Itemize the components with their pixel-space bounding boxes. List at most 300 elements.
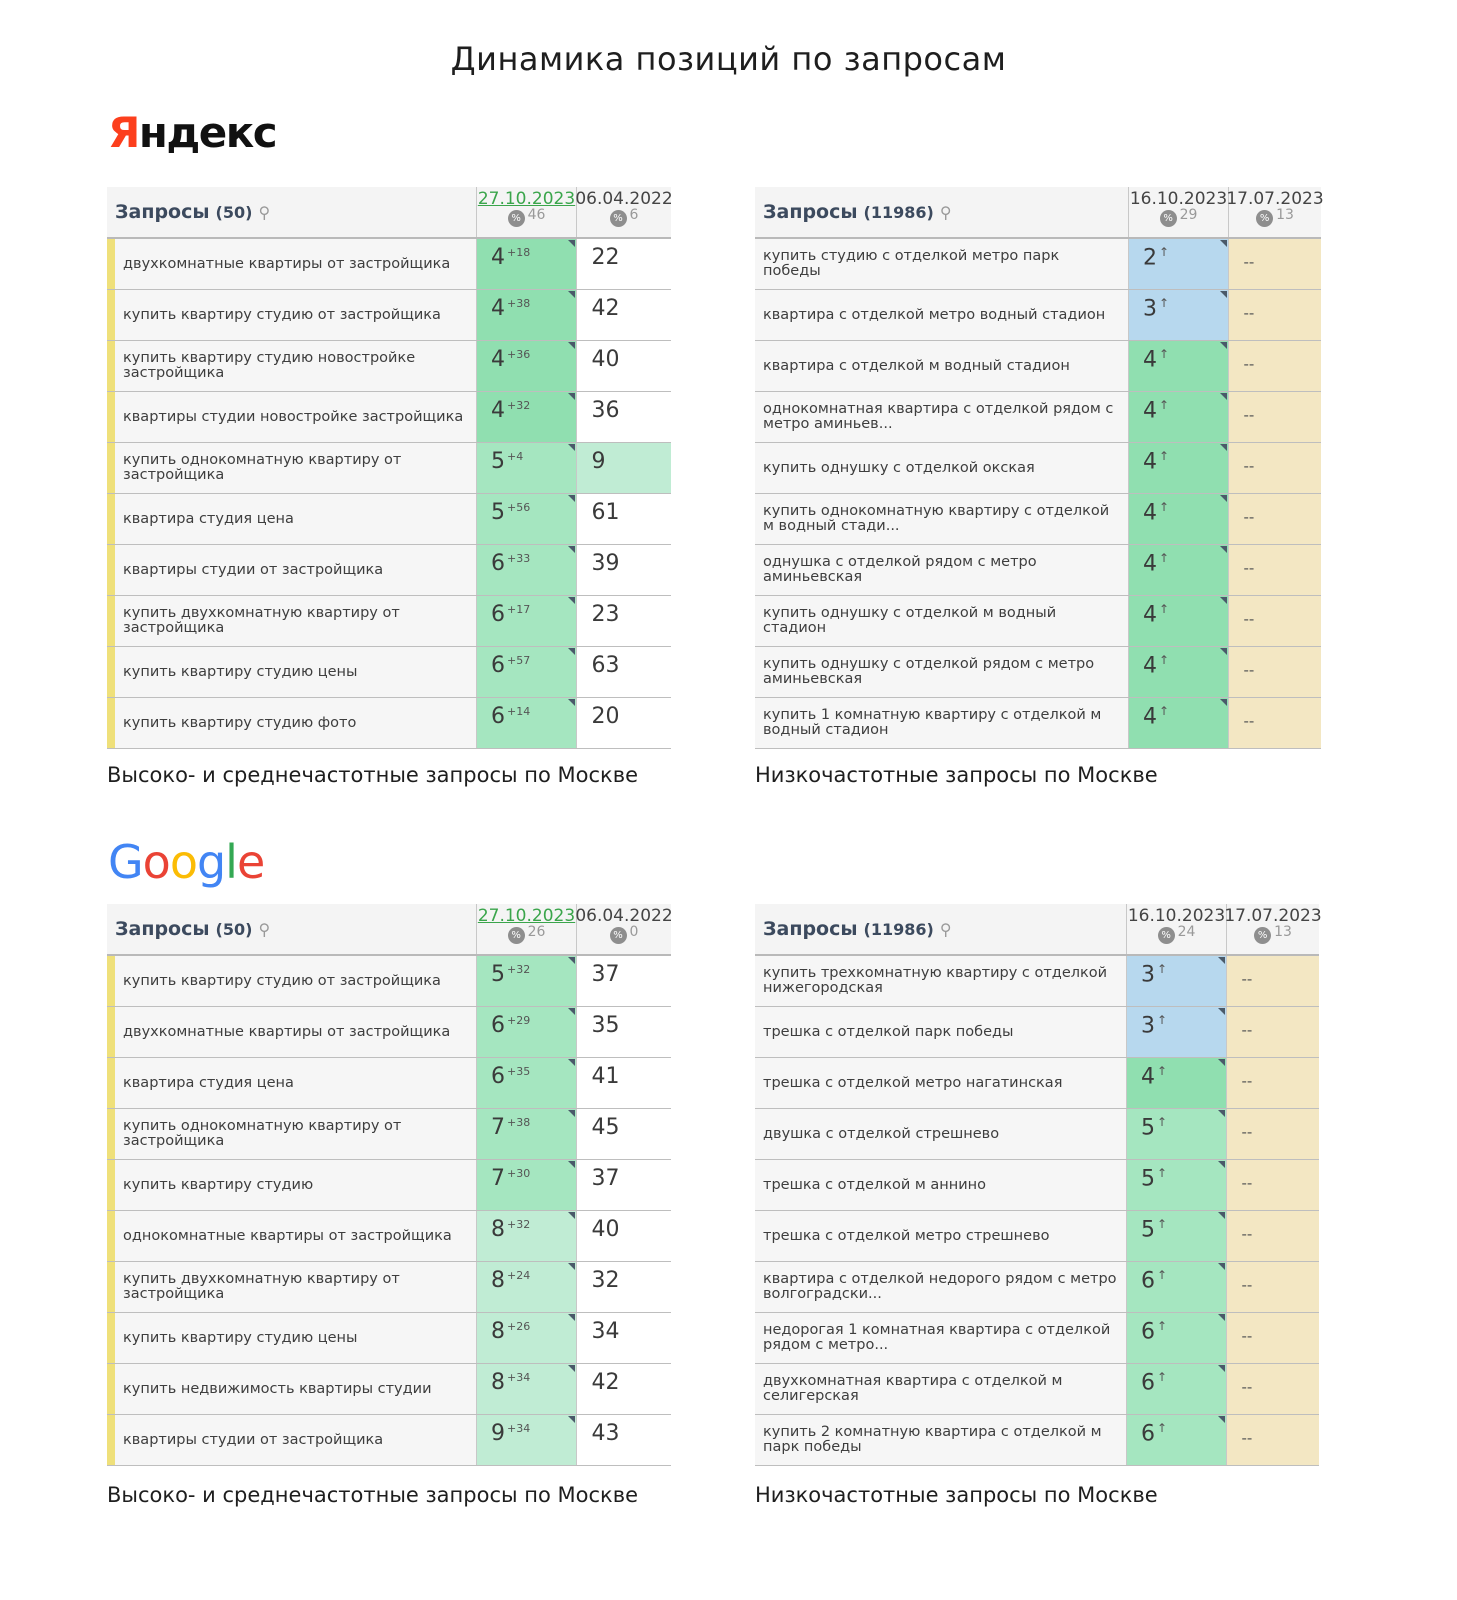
- query-cell[interactable]: квартира студия цена: [107, 494, 477, 544]
- position-cell[interactable]: [1129, 698, 1229, 748]
- position-cell[interactable]: [1127, 1415, 1227, 1465]
- position-cell[interactable]: [477, 1262, 577, 1312]
- previous-position-cell: [577, 545, 671, 595]
- previous-position-value: 41: [591, 1064, 620, 1089]
- previous-position-value: 35: [591, 1013, 620, 1038]
- visibility-stat: [1254, 923, 1292, 944]
- position-delta: +34: [507, 1370, 531, 1384]
- position-cell[interactable]: [477, 647, 577, 697]
- position-number: 4: [491, 245, 505, 270]
- visibility-value: 13: [1274, 923, 1292, 940]
- query-cell[interactable]: купить квартиру студию фото: [107, 698, 477, 748]
- corner-marker-icon: [568, 648, 575, 655]
- date-label[interactable]: 27.10.2023: [477, 189, 576, 209]
- table-row: [107, 341, 671, 392]
- query-cell[interactable]: трешка с отделкой метро стрешнево: [755, 1211, 1127, 1261]
- up-arrow-icon: ↑: [1159, 347, 1170, 361]
- position-cell[interactable]: [477, 1313, 577, 1363]
- previous-position-cell: [577, 596, 671, 646]
- up-arrow-icon: ↑: [1159, 653, 1170, 667]
- table-row: [755, 698, 1321, 749]
- position-number: 2: [1143, 245, 1157, 271]
- query-cell[interactable]: купить квартиру студию от застройщика: [107, 290, 477, 340]
- query-cell[interactable]: однокомнатные квартиры от застройщика: [107, 1211, 477, 1261]
- up-arrow-icon: ↑: [1157, 1013, 1168, 1027]
- position-number: 6: [491, 704, 505, 729]
- previous-position-value: --: [1243, 355, 1255, 373]
- position-delta: +18: [507, 245, 531, 259]
- corner-marker-icon: [1220, 291, 1227, 298]
- previous-position-value: --: [1243, 559, 1255, 577]
- previous-position-value: --: [1241, 1429, 1253, 1447]
- table-row: [755, 392, 1321, 443]
- position-cell[interactable]: [477, 1109, 577, 1159]
- query-cell[interactable]: трешка с отделкой м аннино: [755, 1160, 1127, 1210]
- corner-marker-icon: [1220, 597, 1227, 604]
- previous-position-value: --: [1241, 1378, 1253, 1396]
- position-number: 5: [491, 449, 505, 474]
- position-cell[interactable]: [1127, 956, 1227, 1006]
- position-value: [491, 602, 530, 627]
- search-icon[interactable]: ⚲: [939, 919, 952, 939]
- queries-label: Запросы: [763, 201, 858, 223]
- yandex-left-table: [107, 187, 671, 749]
- previous-position-cell: [1227, 1211, 1319, 1261]
- position-delta: +57: [507, 653, 531, 667]
- up-arrow-icon: ↑: [1157, 1268, 1168, 1282]
- query-cell[interactable]: купить квартиру студию цены: [107, 1313, 477, 1363]
- position-cell[interactable]: [477, 1415, 577, 1465]
- position-number: 3: [1141, 962, 1155, 988]
- corner-marker-icon: [568, 546, 575, 553]
- position-cell[interactable]: [477, 698, 577, 748]
- queries-count: (11986): [863, 202, 934, 222]
- date-label: 16.10.2023: [1129, 189, 1228, 209]
- corner-marker-icon: [568, 1263, 575, 1270]
- position-cell[interactable]: [1127, 1160, 1227, 1210]
- position-number: 5: [1141, 1115, 1155, 1141]
- table-row: [755, 494, 1321, 545]
- position-cell[interactable]: [477, 1364, 577, 1414]
- table-row: [107, 392, 671, 443]
- query-cell[interactable]: купить недвижимость квартиры студии: [107, 1364, 477, 1414]
- position-value: [1141, 1064, 1167, 1089]
- date-column-header-2[interactable]: [1224, 904, 1322, 954]
- percent-icon: %: [1160, 210, 1177, 227]
- position-delta: +4: [507, 449, 524, 463]
- previous-position-cell: [577, 1313, 671, 1363]
- position-cell[interactable]: [1129, 596, 1229, 646]
- position-number: 4: [1143, 500, 1157, 526]
- position-cell[interactable]: [477, 956, 577, 1006]
- position-value: [491, 653, 530, 678]
- previous-position-value: --: [1243, 304, 1255, 322]
- queries-count: (50): [215, 202, 253, 222]
- position-value: [491, 296, 530, 321]
- table-row: [755, 1109, 1319, 1160]
- position-cell[interactable]: [1127, 1007, 1227, 1057]
- previous-position-cell: [1229, 392, 1321, 442]
- corner-marker-icon: [1218, 1212, 1225, 1219]
- position-value: [1143, 602, 1169, 627]
- up-arrow-icon: ↑: [1159, 449, 1170, 463]
- position-cell[interactable]: [1129, 494, 1229, 544]
- google-right-caption: Низкочастотные запросы по Москве: [755, 1483, 1158, 1507]
- corner-marker-icon: [568, 957, 575, 964]
- previous-position-cell: [1229, 494, 1321, 544]
- query-cell[interactable]: купить квартиру студию новостройке застройщика: [107, 341, 477, 391]
- visibility-stat: [508, 206, 546, 227]
- query-cell[interactable]: купить однокомнатную квартиру от застройщика: [107, 443, 477, 493]
- position-cell[interactable]: [1127, 1109, 1227, 1159]
- previous-position-value: 37: [591, 1166, 620, 1191]
- table-row: [755, 341, 1321, 392]
- position-cell[interactable]: [1129, 647, 1229, 697]
- query-cell[interactable]: купить 2 комнатную квартира с отделкой м парк победы: [755, 1415, 1127, 1465]
- position-cell[interactable]: [477, 290, 577, 340]
- corner-marker-icon: [568, 597, 575, 604]
- page-title: Динамика позиций по запросам: [450, 40, 1007, 78]
- query-cell[interactable]: недорогая 1 комнатная квартира с отделкой рядом с метро...: [755, 1313, 1127, 1363]
- position-value: [1143, 347, 1169, 372]
- position-value: [1143, 296, 1169, 321]
- position-number: 8: [491, 1319, 505, 1344]
- google-left-caption: Высоко- и среднечастотные запросы по Москве: [107, 1483, 638, 1507]
- date-label: 17.07.2023: [1224, 906, 1322, 926]
- table-row: [107, 1262, 671, 1313]
- table-header: [107, 187, 671, 239]
- position-number: 4: [1143, 551, 1157, 577]
- position-value: [1143, 551, 1169, 576]
- position-value: [491, 1013, 530, 1038]
- previous-position-cell: [1229, 443, 1321, 493]
- corner-marker-icon: [1220, 240, 1227, 247]
- previous-position-cell: [577, 1211, 671, 1261]
- position-cell[interactable]: [1127, 1313, 1227, 1363]
- queries-column-header: [107, 904, 477, 954]
- query-cell[interactable]: квартиры студии от застройщика: [107, 1415, 477, 1465]
- date-label: 16.10.2023: [1127, 906, 1226, 926]
- google-left-table: [107, 904, 671, 1466]
- query-cell[interactable]: двухкомнатные квартиры от застройщика: [107, 1007, 477, 1057]
- previous-position-value: --: [1243, 253, 1255, 271]
- position-delta: +29: [507, 1013, 531, 1027]
- position-value: [1143, 653, 1169, 678]
- previous-position-cell: [1227, 1262, 1319, 1312]
- position-number: 8: [491, 1217, 505, 1242]
- position-delta: +30: [507, 1166, 531, 1180]
- position-value: [491, 962, 530, 987]
- query-cell[interactable]: купить трехкомнатную квартиру с отделкой нижегородская: [755, 956, 1127, 1006]
- previous-position-value: --: [1243, 406, 1255, 424]
- table-row: [107, 596, 671, 647]
- percent-icon: %: [508, 210, 525, 227]
- previous-position-value: 61: [591, 500, 620, 525]
- position-cell[interactable]: [477, 1211, 577, 1261]
- previous-position-cell: [577, 392, 671, 442]
- previous-position-cell: [577, 1262, 671, 1312]
- position-value: [1141, 1166, 1167, 1191]
- previous-position-value: 40: [591, 1217, 620, 1242]
- previous-position-value: --: [1243, 457, 1255, 475]
- up-arrow-icon: ↑: [1157, 1166, 1168, 1180]
- query-cell[interactable]: двушка с отделкой стрешнево: [755, 1109, 1127, 1159]
- previous-position-cell: [577, 1415, 671, 1465]
- date-column-header-1[interactable]: [477, 187, 577, 237]
- table-row: [107, 239, 671, 290]
- position-cell[interactable]: [1129, 341, 1229, 391]
- position-value: [1141, 1319, 1167, 1344]
- position-cell[interactable]: [477, 239, 577, 289]
- search-icon[interactable]: ⚲: [939, 202, 952, 222]
- table-row: [755, 1058, 1319, 1109]
- position-cell[interactable]: [1129, 545, 1229, 595]
- up-arrow-icon: ↑: [1159, 296, 1170, 310]
- up-arrow-icon: ↑: [1157, 1421, 1168, 1435]
- position-value: [1141, 1115, 1167, 1140]
- position-cell[interactable]: [1127, 1364, 1227, 1414]
- position-number: 6: [491, 1013, 505, 1038]
- queries-label: Запросы: [115, 201, 210, 223]
- previous-position-cell: [577, 1058, 671, 1108]
- previous-position-value: --: [1243, 610, 1255, 628]
- position-value: [1141, 1268, 1167, 1293]
- table-row: [755, 647, 1321, 698]
- table-row: [755, 956, 1319, 1007]
- position-number: 4: [491, 347, 505, 372]
- query-cell[interactable]: однокомнатная квартира с отделкой рядом с метро аминьев...: [755, 392, 1129, 442]
- query-cell[interactable]: двухкомнатные квартиры от застройщика: [107, 239, 477, 289]
- query-cell[interactable]: купить однокомнатную квартиру от застройщика: [107, 1109, 477, 1159]
- position-delta: +32: [507, 398, 531, 412]
- up-arrow-icon: ↑: [1157, 1319, 1168, 1333]
- query-cell[interactable]: купить квартиру студию цены: [107, 647, 477, 697]
- position-number: 6: [491, 602, 505, 627]
- previous-position-value: 23: [591, 602, 620, 627]
- corner-marker-icon: [568, 393, 575, 400]
- query-cell[interactable]: квартиры студии от застройщика: [107, 545, 477, 595]
- table-row: [755, 545, 1321, 596]
- position-cell[interactable]: [477, 1007, 577, 1057]
- date-column-header-1[interactable]: [1127, 904, 1227, 954]
- query-cell[interactable]: трешка с отделкой метро нагатинская: [755, 1058, 1127, 1108]
- percent-icon: %: [1158, 927, 1175, 944]
- position-cell[interactable]: [477, 1058, 577, 1108]
- corner-marker-icon: [1220, 495, 1227, 502]
- visibility-value: 46: [527, 206, 546, 223]
- position-value: [491, 449, 523, 474]
- visibility-value: 6: [629, 206, 639, 223]
- position-cell[interactable]: [477, 596, 577, 646]
- query-cell[interactable]: квартира с отделкой метро водный стадион: [755, 290, 1129, 340]
- position-cell[interactable]: [1127, 1262, 1227, 1312]
- position-cell[interactable]: [1129, 290, 1229, 340]
- position-number: 3: [1141, 1013, 1155, 1039]
- previous-position-cell: [577, 239, 671, 289]
- date-column-header-2[interactable]: [577, 904, 671, 954]
- table-row: [755, 1262, 1319, 1313]
- query-cell[interactable]: купить квартиру студию от застройщика: [107, 956, 477, 1006]
- previous-position-cell: [1229, 698, 1321, 748]
- position-number: 6: [1141, 1370, 1155, 1396]
- query-cell[interactable]: купить однушку с отделкой окская: [755, 443, 1129, 493]
- previous-position-value: --: [1241, 1123, 1253, 1141]
- percent-icon: %: [1254, 927, 1271, 944]
- query-cell[interactable]: квартира студия цена: [107, 1058, 477, 1108]
- previous-position-cell: [1227, 1415, 1319, 1465]
- query-cell[interactable]: купить двухкомнатную квартиру от застройщика: [107, 1262, 477, 1312]
- table-row: [107, 1364, 671, 1415]
- previous-position-cell: [577, 1160, 671, 1210]
- position-cell[interactable]: [477, 1160, 577, 1210]
- percent-icon: %: [508, 927, 525, 944]
- query-cell[interactable]: квартиры студии новостройке застройщика: [107, 392, 477, 442]
- position-delta: +24: [507, 1268, 531, 1282]
- queries-count: (50): [215, 919, 253, 939]
- position-delta: +26: [507, 1319, 531, 1333]
- position-cell[interactable]: [1127, 1211, 1227, 1261]
- table-row: [107, 494, 671, 545]
- previous-position-value: 36: [591, 398, 620, 423]
- position-value: [1141, 1013, 1167, 1038]
- table-row: [107, 545, 671, 596]
- yandex-right-caption: Низкочастотные запросы по Москве: [755, 763, 1158, 787]
- previous-position-value: --: [1241, 1021, 1253, 1039]
- date-column-header-1[interactable]: [477, 904, 577, 954]
- yandex-logo: Яндекс: [108, 108, 277, 157]
- up-arrow-icon: ↑: [1157, 1064, 1168, 1078]
- previous-position-cell: [577, 647, 671, 697]
- up-arrow-icon: ↑: [1159, 704, 1170, 718]
- date-column-header-1[interactable]: [1129, 187, 1229, 237]
- table-row: [755, 1160, 1319, 1211]
- position-number: 4: [1141, 1064, 1155, 1090]
- query-cell[interactable]: купить однушку с отделкой рядом с метро аминьевская: [755, 647, 1129, 697]
- date-column-header-2[interactable]: [577, 187, 671, 237]
- date-column-header-2[interactable]: [1226, 187, 1324, 237]
- corner-marker-icon: [1218, 957, 1225, 964]
- up-arrow-icon: ↑: [1159, 398, 1170, 412]
- position-cell[interactable]: [477, 392, 577, 442]
- table-row: [107, 1415, 671, 1466]
- previous-position-cell: [577, 1007, 671, 1057]
- position-cell[interactable]: [477, 341, 577, 391]
- position-value: [1141, 1217, 1167, 1242]
- up-arrow-icon: ↑: [1159, 551, 1170, 565]
- query-cell[interactable]: квартира с отделкой м водный стадион: [755, 341, 1129, 391]
- query-cell[interactable]: купить студию с отделкой метро парк победы: [755, 239, 1129, 289]
- date-label[interactable]: 27.10.2023: [477, 906, 576, 926]
- position-cell[interactable]: [477, 494, 577, 544]
- position-value: [1141, 1421, 1167, 1446]
- query-cell[interactable]: купить однокомнатную квартиру с отделкой м водный стади...: [755, 494, 1129, 544]
- position-value: [491, 245, 530, 270]
- previous-position-cell: [1229, 341, 1321, 391]
- query-cell[interactable]: квартира с отделкой недорого рядом с метро волгоградски...: [755, 1262, 1127, 1312]
- corner-marker-icon: [568, 1212, 575, 1219]
- query-cell[interactable]: купить однушку с отделкой м водный стадион: [755, 596, 1129, 646]
- table-row: [755, 1211, 1319, 1262]
- previous-position-cell: [1229, 290, 1321, 340]
- position-value: [491, 1421, 530, 1446]
- previous-position-value: --: [1241, 1276, 1253, 1294]
- previous-position-cell: [1227, 956, 1319, 1006]
- position-value: [491, 347, 530, 372]
- position-value: [491, 1268, 530, 1293]
- table-row: [755, 596, 1321, 647]
- position-delta: +34: [507, 1421, 531, 1435]
- position-delta: +36: [507, 347, 531, 361]
- previous-position-value: 34: [591, 1319, 620, 1344]
- query-cell[interactable]: купить двухкомнатную квартиру от застройщика: [107, 596, 477, 646]
- position-delta: +32: [507, 962, 531, 976]
- position-value: [1143, 245, 1169, 270]
- search-icon[interactable]: ⚲: [258, 202, 271, 222]
- up-arrow-icon: ↑: [1157, 1370, 1168, 1384]
- percent-icon: %: [610, 210, 627, 227]
- corner-marker-icon: [1220, 648, 1227, 655]
- corner-marker-icon: [568, 1314, 575, 1321]
- table-row: [755, 1415, 1319, 1466]
- position-number: 4: [491, 296, 505, 321]
- table-row: [755, 290, 1321, 341]
- position-number: 5: [491, 962, 505, 987]
- position-cell[interactable]: [1129, 239, 1229, 289]
- previous-position-cell: [577, 494, 671, 544]
- position-number: 6: [491, 551, 505, 576]
- previous-position-cell: [577, 1109, 671, 1159]
- corner-marker-icon: [568, 1365, 575, 1372]
- position-cell[interactable]: [1129, 392, 1229, 442]
- previous-position-value: 42: [591, 296, 620, 321]
- position-cell[interactable]: [477, 545, 577, 595]
- previous-position-value: 37: [591, 962, 620, 987]
- query-cell[interactable]: однушка с отделкой рядом с метро аминьевская: [755, 545, 1129, 595]
- position-cell[interactable]: [1127, 1058, 1227, 1108]
- position-cell[interactable]: [1129, 443, 1229, 493]
- yandex-left-caption: Высоко- и среднечастотные запросы по Москве: [107, 763, 638, 787]
- position-value: [491, 1217, 530, 1242]
- position-value: [491, 551, 530, 576]
- corner-marker-icon: [1218, 1110, 1225, 1117]
- yandex-right-table: [755, 187, 1324, 749]
- visibility-value: 24: [1177, 923, 1196, 940]
- position-number: 6: [1141, 1421, 1155, 1447]
- query-cell[interactable]: двухкомнатная квартира с отделкой м селигерская: [755, 1364, 1127, 1414]
- position-cell[interactable]: [477, 443, 577, 493]
- position-number: 8: [491, 1268, 505, 1293]
- table-row: [107, 1160, 671, 1211]
- corner-marker-icon: [1220, 342, 1227, 349]
- corner-marker-icon: [1218, 1059, 1225, 1066]
- previous-position-value: 45: [591, 1115, 620, 1140]
- query-cell[interactable]: трешка с отделкой парк победы: [755, 1007, 1127, 1057]
- position-number: 4: [1143, 398, 1157, 424]
- previous-position-value: 39: [591, 551, 620, 576]
- previous-position-cell: [1227, 1058, 1319, 1108]
- table-header: [755, 187, 1324, 239]
- query-cell[interactable]: купить квартиру студию: [107, 1160, 477, 1210]
- corner-marker-icon: [568, 1110, 575, 1117]
- search-icon[interactable]: ⚲: [258, 919, 271, 939]
- position-value: [1141, 1370, 1167, 1395]
- position-number: 6: [1141, 1268, 1155, 1294]
- corner-marker-icon: [568, 699, 575, 706]
- corner-marker-icon: [1220, 546, 1227, 553]
- query-cell[interactable]: купить 1 комнатную квартиру с отделкой м водный стадион: [755, 698, 1129, 748]
- previous-position-value: 63: [591, 653, 620, 678]
- previous-position-value: 20: [591, 704, 620, 729]
